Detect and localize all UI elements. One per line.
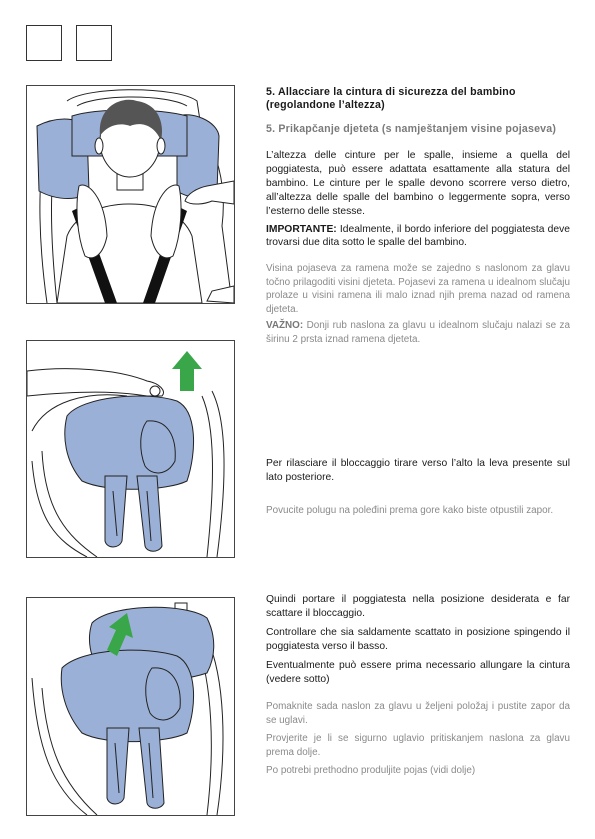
section-3-hr-2: Provjerite je li se sigurno uglavio pritiskanjem naslona za glavu prema dolje. (266, 733, 570, 758)
section-3-hr-1: Pomaknite sada naslon za glavu u željeni položaj i pustite zapor da se uglavi. (266, 701, 570, 726)
important-label-hr: VAŽNO: (266, 320, 304, 332)
section-1-text (266, 86, 570, 346)
section-3-it-1: Quindi portare il poggiatesta nella posizione desiderata e far scattare il bloccaggio. (266, 594, 570, 619)
tab-box-1 (26, 25, 62, 61)
section-2-body-hr: Povucite polugu na poleđini prema gore kako biste otpustili zapor. (266, 504, 554, 516)
section-3-it-2: Controllare che sia saldamente scattato in posizione spingendo il poggiatesta verso il basso. (266, 626, 570, 652)
section-1-body-hr: Visina pojaseva za ramena može se zajedno s naslonom za glavu točno prilagoditi visini djeteta. Pojasevi za ramena u idealnom slučaju prolaze u visini ramena ili malo iznad njih prema nazad od ramena djeteta. (266, 263, 570, 315)
section-1-heading-hr: 5. Prikapčanje djeteta (s namještanjem visine pojaseva) (266, 123, 557, 135)
tab-box-2 (76, 25, 112, 61)
important-text-hr: Donji rub naslona za glavu u idealnom slučaju nalazi se za širinu 2 prsta iznad ramena djeteta. (266, 320, 570, 345)
section-1-body-it: L’altezza delle cinture per le spalle, insieme a quella del poggiatesta, può essere adattata esattamente alla statura del bambino. Le cinture per le spalle devono scorrere verso dietro, all’altezza delle spalle del bambino o leggermente sopra, verso l’esterno delle stesse. (266, 150, 570, 217)
illustration-adjust-headrest (26, 597, 235, 816)
section-1-heading-it: 5. Allacciare la cintura di sicurezza del bambino (regolandone l’altezza) (266, 86, 516, 111)
section-3-it-3: Eventualmente può essere prima necessario allungare la cintura (vedere sotto) (266, 659, 570, 685)
important-text-it: Idealmente, il bordo inferiore del poggiatesta deve trovarsi due dita sotto le spalle del bambino. (266, 223, 570, 249)
section-1-important-hr (266, 319, 570, 346)
illustration-release-lever (26, 340, 235, 558)
important-label-it: IMPORTANTE: (266, 223, 337, 235)
section-1-important-it (266, 223, 570, 251)
section-3-text (266, 593, 570, 778)
section-3-hr-3: Po potrebi prethodno produljite pojas (vidi dolje) (266, 765, 476, 777)
section-2-body-it: Per rilasciare il bloccaggio tirare verso l’alto la leva presente sul lato posteriore. (266, 458, 570, 483)
section-2-text (266, 457, 570, 517)
illustration-child-in-seat (26, 85, 235, 304)
